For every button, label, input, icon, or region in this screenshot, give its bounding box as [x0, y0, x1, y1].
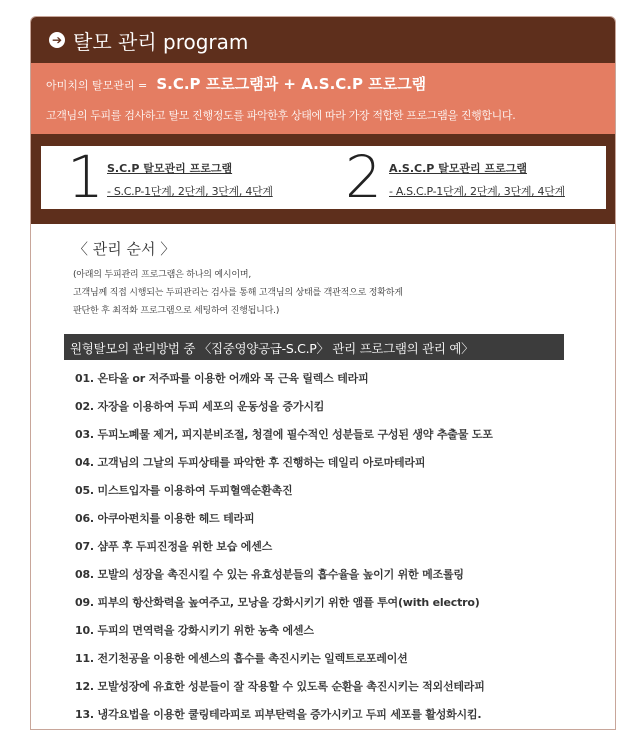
list-item: 10. 두피의 면역력을 강화시키기 위한 농축 에센스	[75, 624, 314, 637]
list-item: 08. 모발의 성장을 촉진시킬 수 있는 유효성분들의 흡수율을 높이기 위한 메조롤링	[75, 568, 464, 581]
program-number: 2	[345, 143, 382, 211]
list-item: 03. 두피노폐물 제거, 피지분비조절, 청결에 필수적인 성분들로 구성된 생약 추출물 도포	[75, 428, 493, 441]
program-stages[interactable]: - A.S.C.P-1단계, 2단계, 3단계, 4단계	[389, 185, 565, 198]
list-item: 13. 냉각요법을 이용한 쿨링테라피로 피부탄력을 증가시키고 두피 세포를 활성화시킴.	[75, 708, 482, 721]
banner-highlight: S.C.P 프로그램과 + A.S.C.P 프로그램	[156, 75, 427, 93]
list-item: 05. 미스트입자를 이용하여 두피혈액순환촉진	[75, 484, 293, 497]
intro-banner	[31, 63, 615, 134]
program-ascp[interactable]	[345, 143, 605, 211]
sequence-title: 〈 관리 순서 〉	[73, 240, 176, 258]
list-item: 07. 샴푸 후 두피진정을 위한 보습 에센스	[75, 540, 273, 553]
list-item: 06. 아쿠아펀치를 이용한 헤드 테라피	[75, 512, 255, 525]
note-line: (아래의 두피관리 프로그램은 하나의 예시이며,	[73, 270, 252, 280]
list-item: 01. 온타올 or 저주파를 이용한 어깨와 목 근육 릴렉스 테라피	[75, 372, 369, 385]
program-stages[interactable]: - S.C.P-1단계, 2단계, 3단계, 4단계	[107, 185, 273, 198]
list-item: 12. 모발성장에 유효한 성분들이 잘 작용할 수 있도록 순환을 촉진시키는 적외선테라피	[75, 680, 485, 693]
program-scp[interactable]	[67, 143, 327, 211]
banner-prefix: 아미치의 탈모관리 =	[46, 79, 148, 92]
sequence-notes	[73, 266, 403, 320]
panel-header	[31, 17, 615, 63]
program-title[interactable]: S.C.P 탈모관리 프로그램	[107, 162, 233, 175]
program-panel	[30, 16, 616, 730]
arrow-right-circle-icon: ➔	[49, 32, 65, 48]
note-line: 고객님께 직접 시행되는 두피관리는 검사를 통해 고객님의 상태를 객관적으로 정확하게	[73, 288, 403, 298]
example-heading: 원형탈모의 관리방법 중 〈집중영양공급-S.C.P〉 관리 프로그램의 관리 예〉	[70, 341, 474, 356]
list-item: 09. 피부의 항산화력을 높여주고, 모낭을 강화시키기 위한 앰플 투여(with electro)	[75, 596, 480, 609]
list-item: 11. 전기천공을 이용한 에센스의 흡수를 촉진시키는 일렉트로포레이션	[75, 652, 408, 665]
example-heading-bar	[64, 334, 564, 360]
list-item: 04. 고객님의 그날의 두피상태를 파악한 후 진행하는 데일리 아로마테라피	[75, 456, 426, 469]
page-title: 탈모 관리 program	[73, 30, 249, 54]
program-number: 1	[67, 143, 104, 211]
step-list	[75, 365, 493, 729]
banner-description: 고객님의 두피를 검사하고 탈모 진행정도를 파악한후 상태에 따라 가장 적합한 프로그램을 진행합니다.	[46, 109, 516, 122]
program-options-inner	[41, 143, 606, 211]
program-options	[31, 134, 615, 224]
note-line: 판단한 후 최적화 프로그램으로 세팅하여 진행됩니다.)	[73, 306, 280, 316]
banner-headline	[46, 73, 426, 94]
program-title[interactable]: A.S.C.P 탈모관리 프로그램	[389, 162, 527, 175]
list-item: 02. 자장을 이용하여 두피 세포의 운동성을 증가시킴	[75, 400, 325, 413]
